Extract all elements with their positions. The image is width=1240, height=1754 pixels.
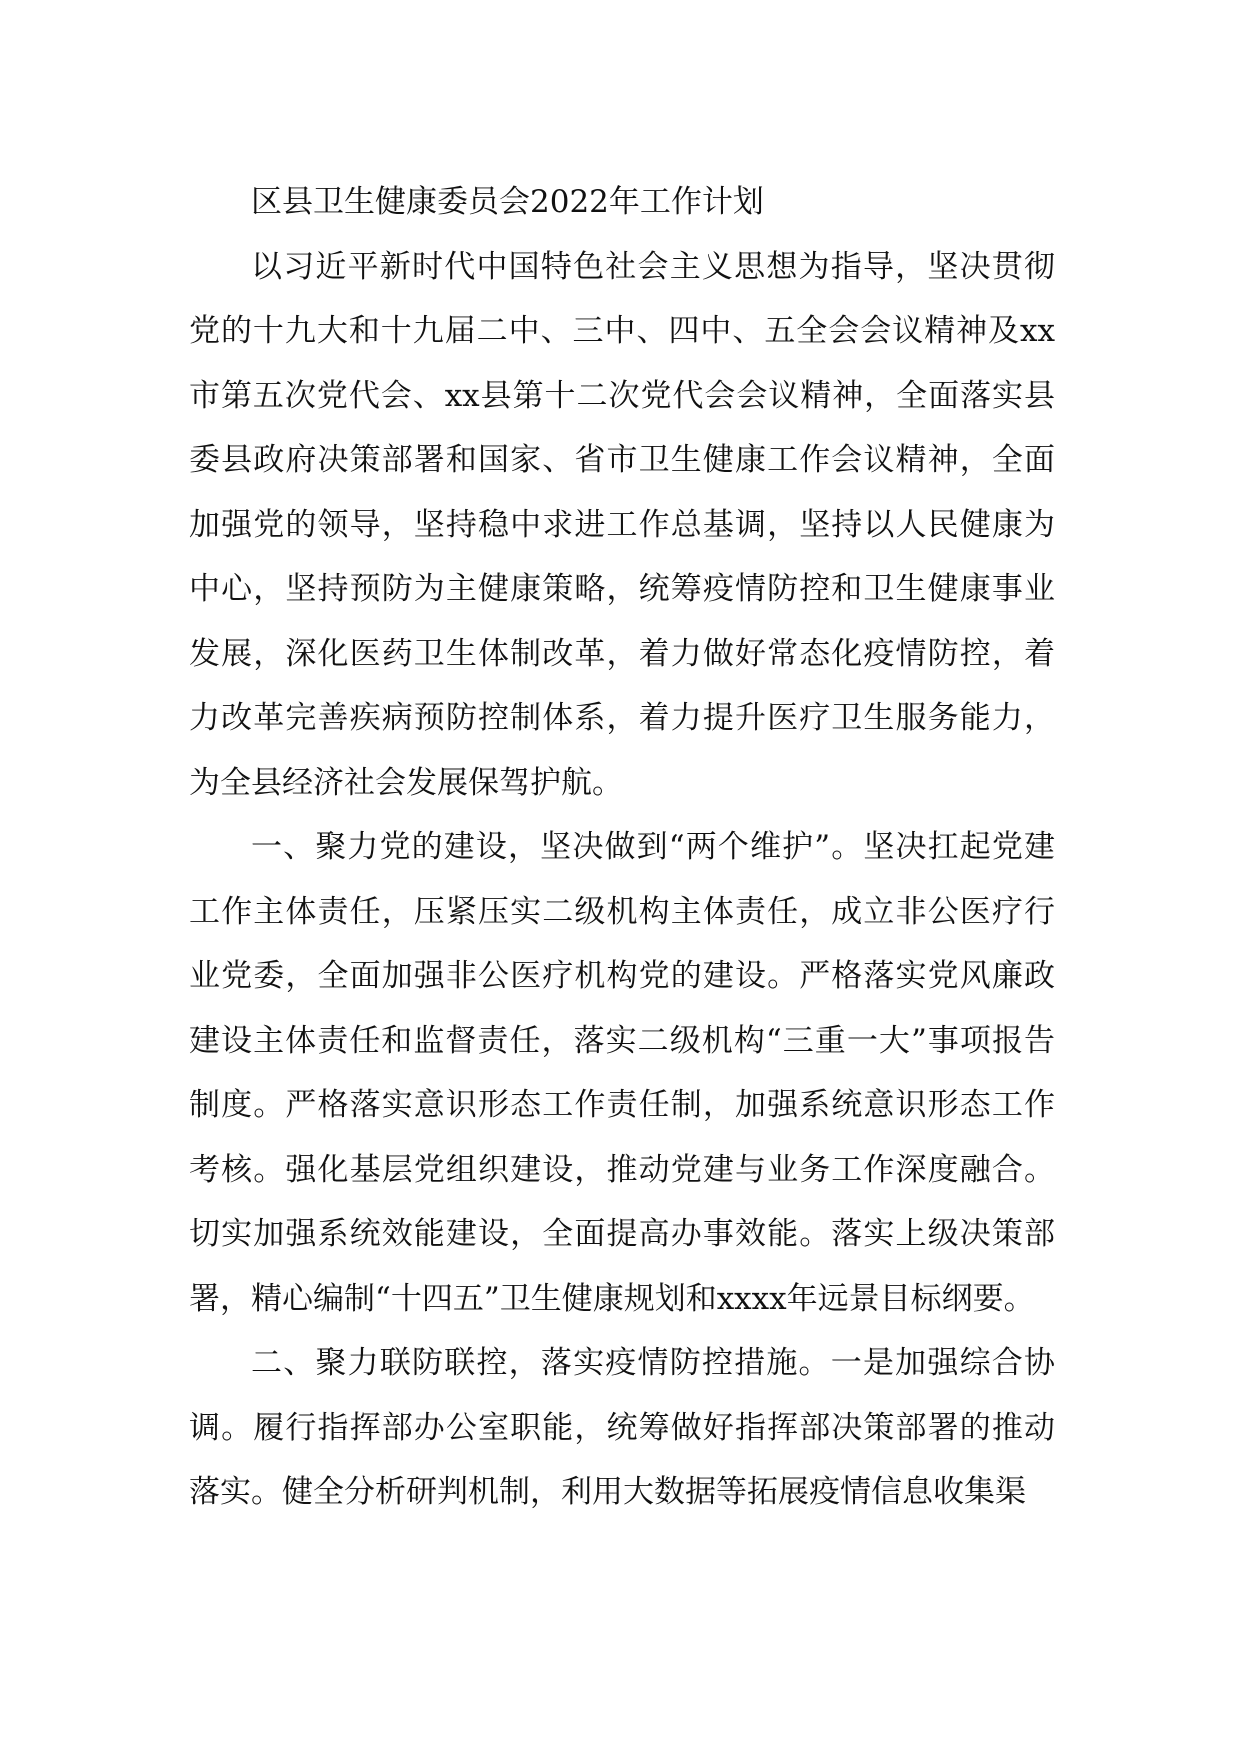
paragraph-intro: 以习近平新时代中国特色社会主义思想为指导，坚决贯彻党的十九大和十九届二中、三中、四中、五全会会议精神及xx市第五次党代会、xx县第十二次党代会会议精神，全面落实县委县政府决策部署和国家、省市卫生健康工作会议精神，全面加强党的领导，坚持稳中求进工作总基调，坚持以人民健康为中心，坚持预防为主健康策略，统筹疫情防控和卫生健康事业发展，深化医药卫生体制改革，着力做好常态化疫情防控，着力改革完善疾病预防控制体系，着力提升医疗卫生服务能力，为全县经济社会发展保驾护航。: [189, 248, 1055, 801]
paragraph-section-two: 二、聚力联防联控，落实疫情防控措施。一是加强综合协调。履行指挥部办公室职能，统筹做好指挥部决策部署的推动落实。健全分析研判机制，利用大数据等拓展疫情信息收集渠: [189, 1345, 1055, 1510]
paragraph-section-one: 一、聚力党的建设，坚决做到“两个维护”。坚决扛起党建工作主体责任，压紧压实二级机构主体责任，成立非公医疗行业党委，全面加强非公医疗机构党的建设。严格落实党风廉政建设主体责任和监督责任，落实二级机构“三重一大”事项报告制度。严格落实意识形态工作责任制，加强系统意识形态工作考核。强化基层党组织建设，推动党建与业务工作深度融合。切实加强系统效能建设，全面提高办事效能。落实上级决策部署，精心编制“十四五”卫生健康规划和xxxx年远景目标纲要。: [189, 829, 1055, 1317]
document-title: 区县卫生健康委员会2022年工作计划: [251, 184, 764, 220]
document-page: [189, 170, 1055, 1525]
